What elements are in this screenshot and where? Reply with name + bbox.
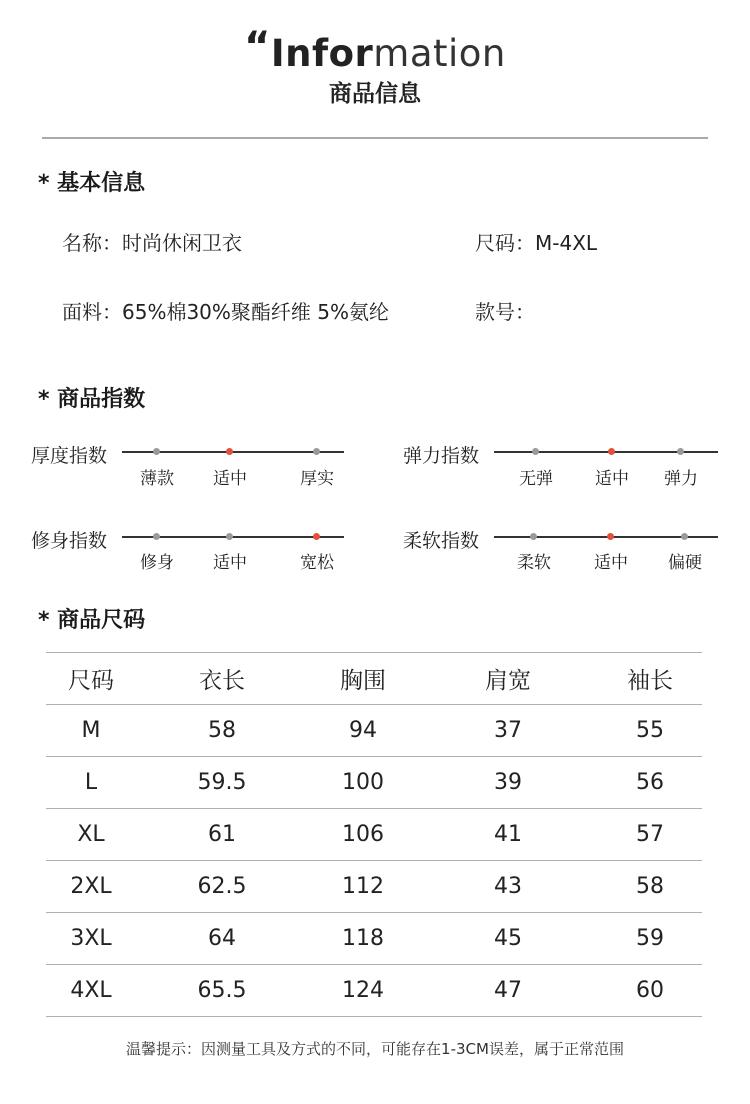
thickness-option-label: 薄款 — [140, 469, 174, 489]
table-cell: 43 — [418, 861, 598, 913]
elasticity-option-dot — [532, 448, 539, 455]
table-cell: 37 — [418, 705, 598, 757]
page-title — [0, 24, 750, 76]
table-cell: 55 — [598, 705, 702, 757]
thickness-option-dot — [313, 448, 320, 455]
table-row — [46, 809, 702, 861]
elasticity-option-dot — [677, 448, 684, 455]
table-cell: 65.5 — [136, 965, 308, 1017]
column-header: 胸围 — [308, 653, 418, 705]
thickness-option-label: 厚实 — [300, 469, 334, 489]
table-cell: 56 — [598, 757, 702, 809]
table-cell: XL — [46, 809, 136, 861]
size-table — [46, 652, 702, 1017]
basic-info-heading: * 基本信息 — [38, 171, 146, 196]
elasticity-option-label: 适中 — [595, 469, 629, 489]
column-header: 尺码 — [46, 653, 136, 705]
table-cell: 100 — [308, 757, 418, 809]
table-cell: 118 — [308, 913, 418, 965]
elasticity-option-dot — [608, 448, 615, 455]
product-index-heading: * 商品指数 — [38, 387, 146, 412]
table-cell: 47 — [418, 965, 598, 1017]
thickness-index-label: 厚度指数 — [31, 445, 108, 467]
elasticity-index-scale — [494, 451, 718, 453]
fit-option-dot — [313, 533, 320, 540]
table-cell: 58 — [136, 705, 308, 757]
size-table-header-row — [46, 653, 702, 705]
table-row — [46, 705, 702, 757]
softness-option-label: 偏硬 — [668, 553, 702, 573]
table-cell: M — [46, 705, 136, 757]
fit-option-label: 适中 — [213, 553, 247, 573]
table-cell: 2XL — [46, 861, 136, 913]
table-cell: 45 — [418, 913, 598, 965]
measurement-note: 温馨提示：因测量工具及方式的不同，可能存在1-3CM误差，属于正常范围 — [126, 1040, 624, 1058]
header-divider — [42, 137, 708, 139]
product-size-range: 尺码：M-4XL — [475, 231, 598, 255]
table-row — [46, 913, 702, 965]
softness-option-label: 柔软 — [517, 553, 551, 573]
table-cell: 61 — [136, 809, 308, 861]
elasticity-option-label: 无弹 — [519, 469, 553, 489]
table-cell: 64 — [136, 913, 308, 965]
softness-option-dot — [681, 533, 688, 540]
table-cell: 60 — [598, 965, 702, 1017]
product-style-number: 款号： — [475, 300, 535, 324]
softness-option-dot — [607, 533, 614, 540]
table-cell: 58 — [598, 861, 702, 913]
product-fabric: 面料：65%棉30%聚酯纤维 5%氨纶 — [62, 300, 389, 324]
thickness-option-dot — [226, 448, 233, 455]
table-cell: 3XL — [46, 913, 136, 965]
table-cell: 39 — [418, 757, 598, 809]
size-chart-heading: * 商品尺码 — [38, 608, 146, 633]
product-name: 名称：时尚休闲卫衣 — [62, 231, 242, 255]
fit-option-label: 宽松 — [300, 553, 334, 573]
table-cell: 4XL — [46, 965, 136, 1017]
title-bold-part: Infor — [270, 32, 374, 75]
table-cell: 59.5 — [136, 757, 308, 809]
table-row — [46, 965, 702, 1017]
column-header: 袖长 — [598, 653, 702, 705]
fit-option-dot — [226, 533, 233, 540]
table-cell: 59 — [598, 913, 702, 965]
softness-option-label: 适中 — [594, 553, 628, 573]
table-cell: 112 — [308, 861, 418, 913]
page-subtitle: 商品信息 — [329, 81, 421, 107]
table-cell: 124 — [308, 965, 418, 1017]
softness-index-label: 柔软指数 — [403, 530, 480, 552]
table-cell: 106 — [308, 809, 418, 861]
table-cell: 41 — [418, 809, 598, 861]
fit-option-dot — [153, 533, 160, 540]
table-cell: 94 — [308, 705, 418, 757]
title-quote-mark: “ — [244, 24, 271, 70]
table-cell: 62.5 — [136, 861, 308, 913]
thickness-option-dot — [153, 448, 160, 455]
elasticity-option-label: 弹力 — [664, 469, 698, 489]
table-cell: L — [46, 757, 136, 809]
softness-option-dot — [530, 533, 537, 540]
thickness-option-label: 适中 — [213, 469, 247, 489]
column-header: 衣长 — [136, 653, 308, 705]
table-row — [46, 861, 702, 913]
title-light-part: mation — [373, 32, 506, 75]
elasticity-index-label: 弹力指数 — [403, 445, 480, 467]
column-header: 肩宽 — [418, 653, 598, 705]
fit-option-label: 修身 — [140, 553, 174, 573]
fit-index-label: 修身指数 — [31, 530, 108, 552]
table-cell: 57 — [598, 809, 702, 861]
table-row — [46, 757, 702, 809]
